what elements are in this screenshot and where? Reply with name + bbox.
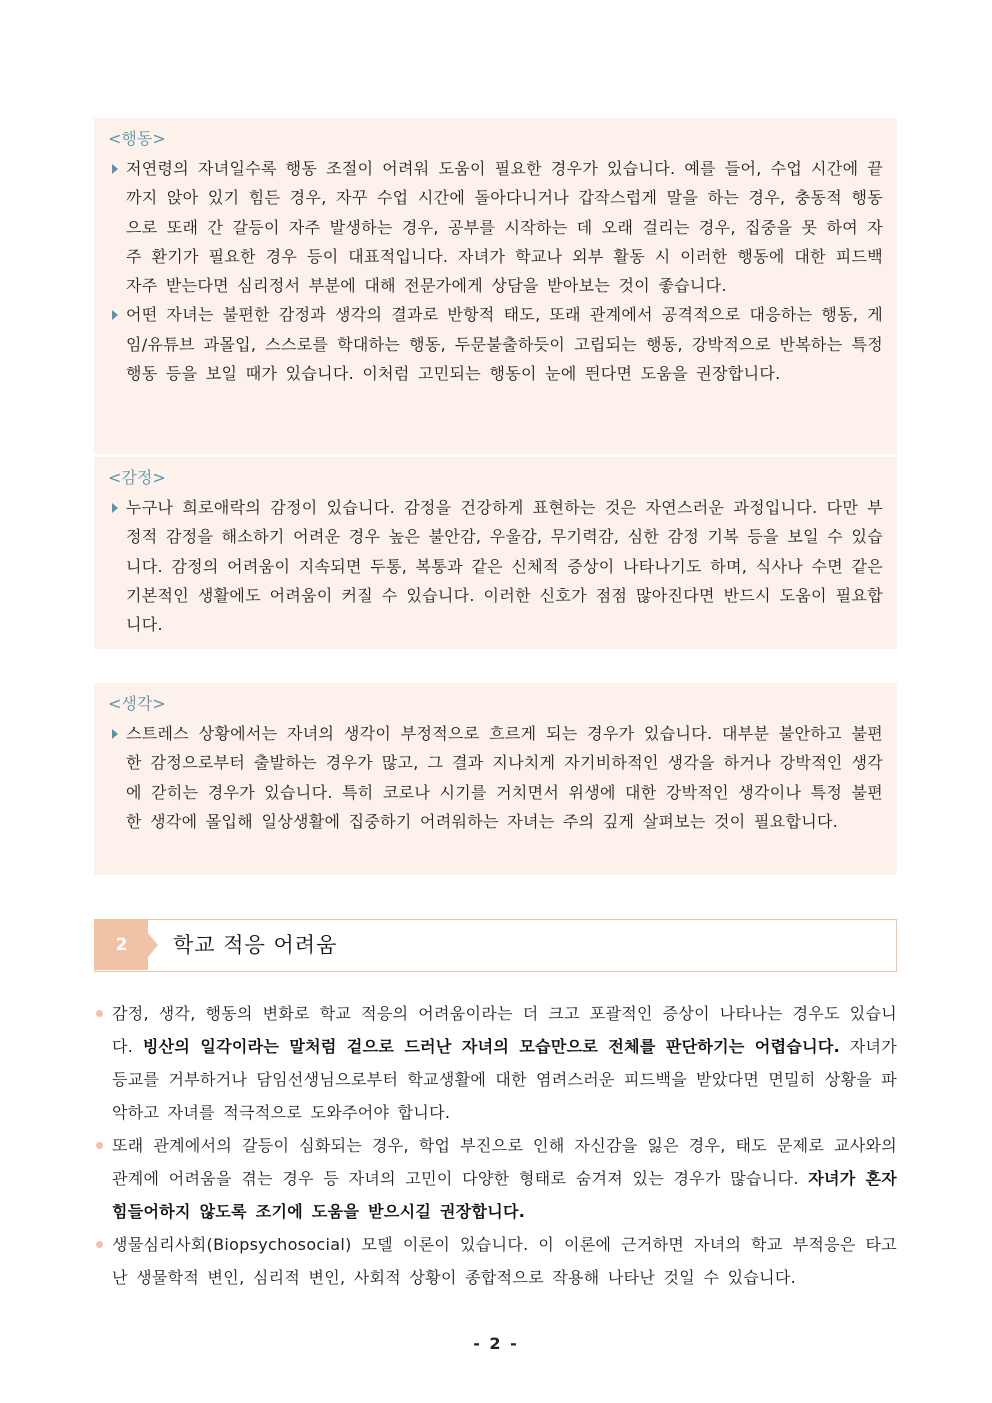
dot-bullet-icon [96,1010,103,1017]
thought-box [94,683,897,875]
thought-title: <생각> [108,694,166,713]
bullet-text: 저연령의 자녀일수록 행동 조절이 어려워 도움이 필요한 경우가 있습니다. 예를 들어, 수업 시간에 끝까지 앉아 있기 힘든 경우, 자꾸 수업 시간에 돌아다니거나 갑작스럽게 말을 하는 경우, 충동적 행동으로 또래 간 갈등이 자주 발생하는 경우, 공부를 시작하는 데 오래 걸리는 경우, 집중을 못 하여 자주 환기가 필요한 경우 등이 대표적입니다. 자녀가 학교나 외부 활동 시 이러한 행동에 대한 피드백 자주 받는다면 심리정서 부분에 대해 전문가에게 상담을 받아보는 것이 좋습니다. [126,159,883,296]
paragraph-1 [94,997,897,1129]
triangle-bullet-icon [112,164,118,174]
list-item [108,493,883,639]
paragraph-emphasis: 자녀가 혼자 힘들어하지 않도록 조기에 도움을 받으시길 권장합니다. [112,1169,897,1221]
dot-bullet-icon [96,1241,103,1248]
triangle-bullet-icon [112,503,118,513]
behavior-box [94,118,897,454]
paragraph-emphasis: 빙산의 일각이라는 말처럼 겉으로 드러난 자녀의 모습만으로 전체를 판단하기는 어렵습니다. [142,1037,840,1056]
paragraph-text: 또래 관계에서의 갈등이 심화되는 경우, 학업 부진으로 인해 자신감을 잃은 경우, 태도 문제로 교사와의 관계에 어려움을 겪는 경우 등 자녀의 고민이 다양한 형태로 숨겨져 있는 경우가 많습니다. [112,1136,897,1188]
paragraph-3 [94,1228,897,1294]
behavior-title: <행동> [108,129,166,148]
paragraph-text: 자녀가 등교를 거부하거나 담임선생님으로부터 학교생활에 대한 염려스러운 피드백을 받았다면 면밀히 상황을 파악하고 자녀를 적극적으로 도와주어야 합니다. [112,1037,898,1122]
emotion-title: <감정> [108,468,166,487]
paragraph-text: 감정, 생각, 행동의 변화로 학교 적응의 어려움이라는 더 크고 포괄적인 증상이 나타나는 경우도 있습니다. [112,1004,897,1056]
section-title: 학교 적응 어려움 [173,933,338,957]
dot-bullet-icon [96,1142,103,1149]
bullet-text: 어떤 자녀는 불편한 감정과 생각의 결과로 반항적 태도, 또래 관계에서 공격적으로 대응하는 행동, 게임/유튜브 과몰입, 스스로를 학대하는 행동, 두문불출하듯이 고립되는 행동, 강박적으로 반복하는 특정 행동 등을 보일 때가 있습니다. 이처럼 고민되는 행동이 눈에 띈다면 도움을 권장합니다. [126,305,883,384]
triangle-bullet-icon [112,310,118,320]
bullet-text: 스트레스 상황에서는 자녀의 생각이 부정적으로 흐르게 되는 경우가 있습니다. 대부분 불안하고 불편한 감정으로부터 출발하는 경우가 많고, 그 결과 지나치게 자기비하적인 생각을 하거나 강박적인 생각에 갇히는 경우가 있습니다. 특히 코로나 시기를 거치면서 위생에 대한 강박적인 생각이나 특정 불편한 생각에 몰입해 일상생활에 집중하기 어려워하는 자녀는 주의 깊게 살펴보는 것이 필요합니다. [126,724,883,831]
page-number: - 2 - [473,1334,519,1353]
list-item [108,300,883,388]
triangle-bullet-icon [112,729,118,739]
bullet-text: 누구나 희로애락의 감정이 있습니다. 감정을 건강하게 표현하는 것은 자연스러운 과정입니다. 다만 부정적 감정을 해소하기 어려운 경우 높은 불안감, 우울감, 무기력감, 심한 감정 기복 등을 보일 수 있습니다. 감정의 어려움이 지속되면 두통, 복통과 같은 신체적 증상이 나타나기도 하며, 식사나 수면 같은 기본적인 생활에도 어려움이 커질 수 있습니다. 이러한 신호가 점점 많아진다면 반드시 도움이 필요합니다. [126,498,883,635]
paragraph-2 [94,1129,897,1228]
list-item [108,719,883,836]
paragraph-text: 생물심리사회(Biopsychosocial) 모델 이론이 있습니다. 이 이론에 근거하면 자녀의 학교 부적응은 타고난 생물학적 변인, 심리적 변인, 사회적 상황이 종합적으로 작용해 나타난 것일 수 있습니다. [112,1235,897,1287]
emotion-box [94,457,897,649]
list-item [108,154,883,300]
section-header [94,919,897,972]
section-number: 2 [95,920,148,970]
arrow-right-icon [148,933,158,957]
